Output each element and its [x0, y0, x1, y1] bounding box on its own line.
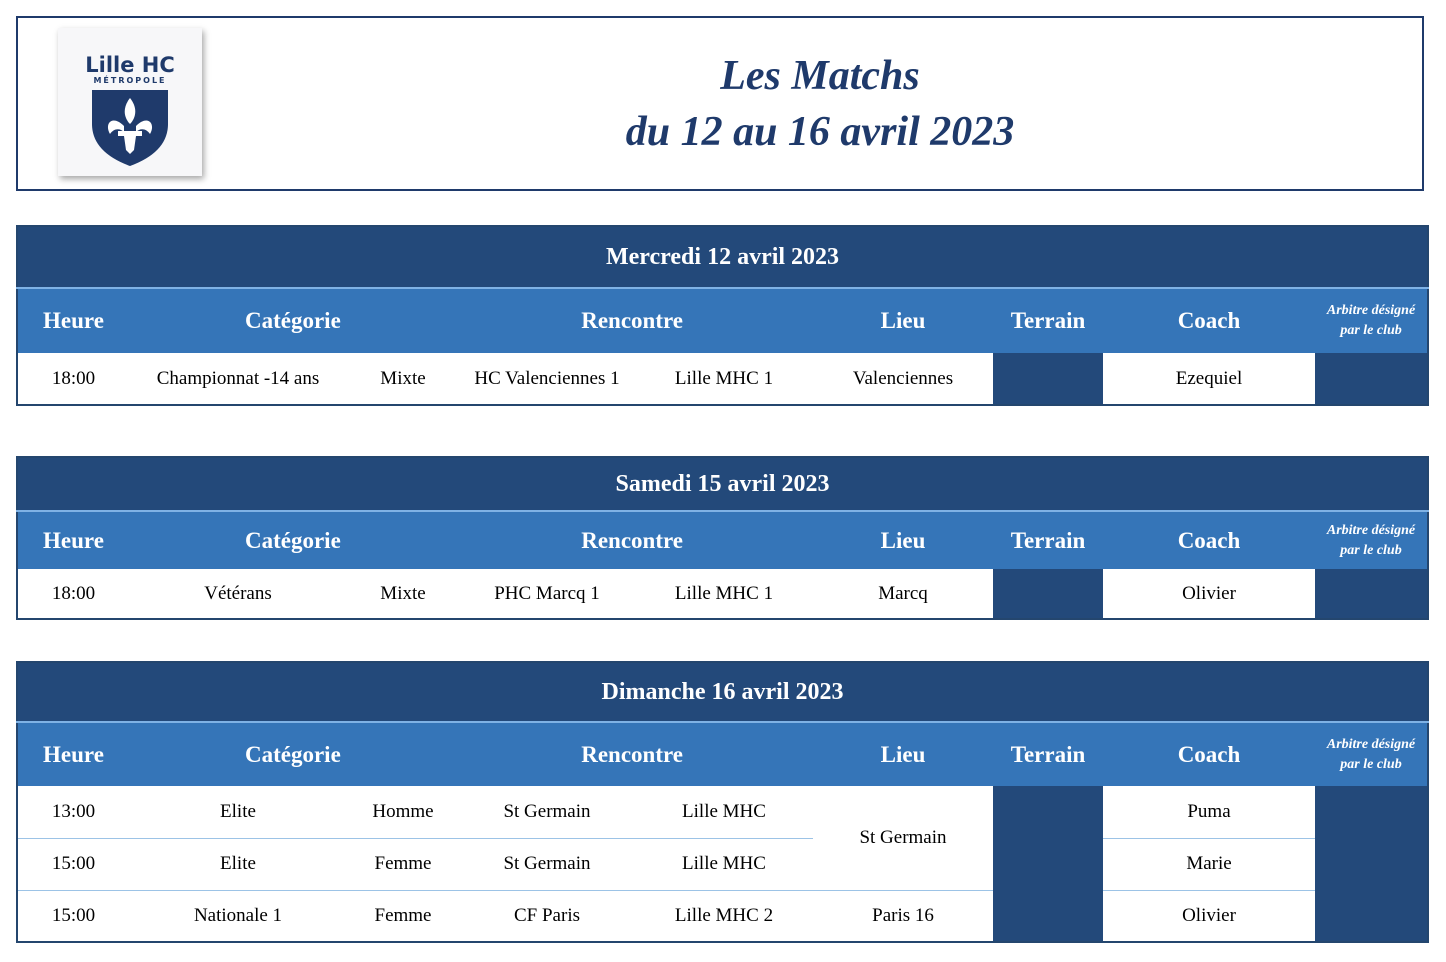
- categorie-cell: Championnat -14 ans: [129, 353, 347, 405]
- col-heure: Heure: [17, 288, 129, 353]
- away-team-cell: Lille MHC: [635, 838, 813, 890]
- heure-cell: 13:00: [17, 786, 129, 838]
- table-row: [17, 786, 1428, 838]
- col-rencontre: Rencontre: [459, 722, 813, 786]
- genre-cell: Mixte: [347, 353, 459, 405]
- col-heure: Heure: [17, 511, 129, 569]
- coach-cell: Olivier: [1103, 890, 1315, 942]
- categorie-cell: Elite: [129, 786, 347, 838]
- logo-name: Lille HC: [85, 53, 175, 77]
- col-rencontre: Rencontre: [459, 511, 813, 569]
- lieu-cell: Paris 16: [813, 890, 993, 942]
- page-header: [16, 16, 1424, 191]
- table-row: [17, 569, 1428, 619]
- col-lieu: Lieu: [813, 288, 993, 353]
- day-title: Dimanche 16 avril 2023: [17, 662, 1428, 722]
- coach-cell: Puma: [1103, 786, 1315, 838]
- categorie-cell: Elite: [129, 838, 347, 890]
- col-terrain: Terrain: [993, 511, 1103, 569]
- col-terrain: Terrain: [993, 722, 1103, 786]
- lieu-cell: Valenciennes: [813, 353, 993, 405]
- col-categorie: Catégorie: [129, 722, 459, 786]
- home-team-cell: PHC Marcq 1: [459, 569, 635, 619]
- arbitre-cell: [1315, 353, 1428, 405]
- lieu-cell: St Germain: [813, 786, 993, 890]
- home-team-cell: St Germain: [459, 838, 635, 890]
- categorie-cell: Nationale 1: [129, 890, 347, 942]
- col-coach: Coach: [1103, 288, 1315, 353]
- coach-cell: Marie: [1103, 838, 1315, 890]
- day-table-dimanche: [16, 661, 1429, 943]
- col-rencontre: Rencontre: [459, 288, 813, 353]
- col-heure: Heure: [17, 722, 129, 786]
- genre-cell: Femme: [347, 838, 459, 890]
- away-team-cell: Lille MHC: [635, 786, 813, 838]
- genre-cell: Homme: [347, 786, 459, 838]
- col-categorie: Catégorie: [129, 288, 459, 353]
- arbitre-cell: [1315, 786, 1428, 942]
- home-team-cell: St Germain: [459, 786, 635, 838]
- fleur-de-lis-shield-icon: [58, 28, 202, 176]
- col-arbitre: Arbitre désigné par le club: [1315, 511, 1428, 569]
- terrain-cell: [993, 786, 1103, 942]
- table-row: [17, 353, 1428, 405]
- genre-cell: Femme: [347, 890, 459, 942]
- col-terrain: Terrain: [993, 288, 1103, 353]
- away-team-cell: Lille MHC 1: [635, 353, 813, 405]
- table-row: [17, 838, 1428, 890]
- terrain-cell: [993, 569, 1103, 619]
- lieu-cell: Marcq: [813, 569, 993, 619]
- col-lieu: Lieu: [813, 511, 993, 569]
- col-arbitre: Arbitre désigné par le club: [1315, 288, 1428, 353]
- title-line-1: Les Matchs: [720, 53, 920, 99]
- day-table-samedi: [16, 456, 1429, 620]
- col-coach: Coach: [1103, 511, 1315, 569]
- table-row: [17, 890, 1428, 942]
- day-title: Mercredi 12 avril 2023: [17, 226, 1428, 288]
- heure-cell: 15:00: [17, 838, 129, 890]
- home-team-cell: CF Paris: [459, 890, 635, 942]
- arbitre-cell: [1315, 569, 1428, 619]
- title-line-2: du 12 au 16 avril 2023: [625, 109, 1015, 155]
- categorie-cell: Vétérans: [129, 569, 347, 619]
- home-team-cell: HC Valenciennes 1: [459, 353, 635, 405]
- day-table-mercredi: [16, 225, 1429, 406]
- col-arbitre: Arbitre désigné par le club: [1315, 722, 1428, 786]
- heure-cell: 15:00: [17, 890, 129, 942]
- away-team-cell: Lille MHC 2: [635, 890, 813, 942]
- coach-cell: Ezequiel: [1103, 353, 1315, 405]
- day-title: Samedi 15 avril 2023: [17, 457, 1428, 511]
- away-team-cell: Lille MHC 1: [635, 569, 813, 619]
- heure-cell: 18:00: [17, 353, 129, 405]
- coach-cell: Olivier: [1103, 569, 1315, 619]
- heure-cell: 18:00: [17, 569, 129, 619]
- terrain-cell: [993, 353, 1103, 405]
- col-lieu: Lieu: [813, 722, 993, 786]
- club-logo: [58, 28, 202, 176]
- col-coach: Coach: [1103, 722, 1315, 786]
- page-title: [318, 48, 1322, 160]
- genre-cell: Mixte: [347, 569, 459, 619]
- logo-subtitle: MÉTROPOLE: [93, 76, 167, 85]
- col-categorie: Catégorie: [129, 511, 459, 569]
